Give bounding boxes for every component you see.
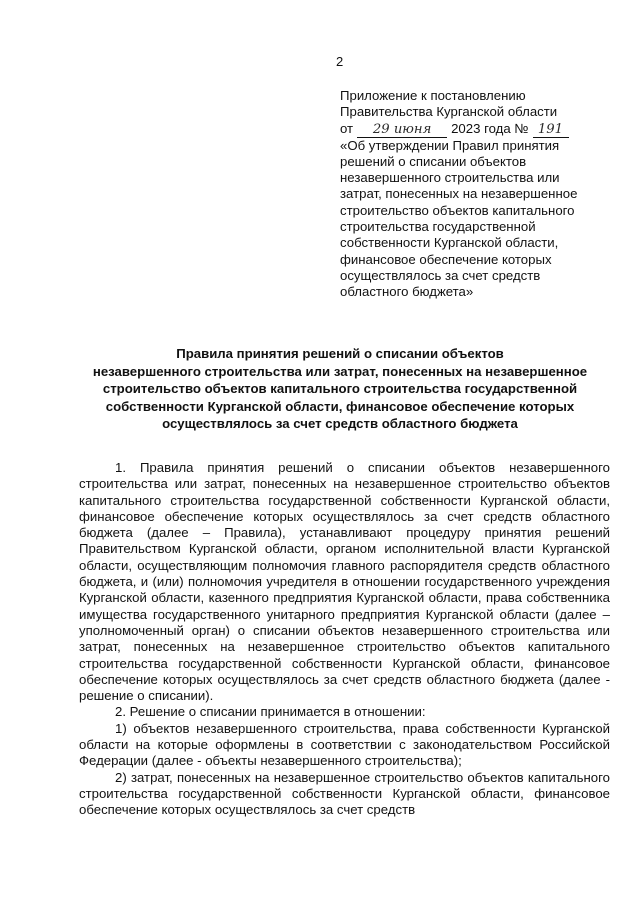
date-prefix: от xyxy=(340,120,354,136)
paragraph: 2) затрат, понесенных на незавершенное строительство объектов капитального строительства государственной собственности Курганской области, финансовое обеспечение которых осуществлялось за счет средств xyxy=(79,769,610,818)
appendix-line: строительство объектов капитального xyxy=(340,202,575,218)
appendix-line: финансовое обеспечение которых xyxy=(340,251,552,267)
appendix-line: затрат, понесенных на незавершенное xyxy=(340,186,578,202)
title-line: Правила принятия решений о списании объектов xyxy=(176,346,504,361)
page-number: 2 xyxy=(336,54,344,69)
appendix-block xyxy=(340,88,610,301)
appendix-line: «Об утверждении Правил принятия xyxy=(340,137,560,153)
document-title xyxy=(70,345,610,433)
title-line: незавершенного строительства или затрат, понесенных на незавершенное xyxy=(92,363,588,379)
appendix-line: строительства государственной xyxy=(340,219,536,235)
document-body xyxy=(79,460,610,819)
appendix-line: собственности Курганской области, xyxy=(340,235,559,251)
appendix-line: решений о списании объектов xyxy=(340,153,527,169)
year-text: 2023 года № xyxy=(451,120,529,136)
appendix-line: Приложение к постановлению xyxy=(340,88,526,103)
appendix-line: осуществлялось за счет средств xyxy=(340,267,541,283)
paragraph: 1) объектов незавершенного строительства, права собственности Курганской области на которые оформлены в соответствии с законодательством Российской Федерации (далее - объекты незавершенного строительства); xyxy=(79,720,610,769)
appendix-line: незавершенного строительства или xyxy=(340,170,560,186)
paragraph: 2. Решение о списании принимается в отношении: xyxy=(115,704,426,720)
title-line: осуществлялось за счет средств областного бюджета xyxy=(162,416,518,431)
appendix-line: областного бюджета» xyxy=(340,284,474,300)
handwritten-number: 191 xyxy=(533,123,569,138)
appendix-line: Правительства Курганской области xyxy=(340,104,558,120)
paragraph: 1. Правила принятия решений о списании объектов незавершенного строительства или затрат, понесенных на незавершенное строительство объектов капитального строительства государственной собственности Курганской области, финансовое обеспечение которых осуществлялось за счет средств областного бюджета (далее – Правила), устанавливают процедуру принятия решений Правительством Курганской области, органом исполнительной власти Курганской области, осуществляющим полномочия главного распорядителя средств областного бюджета, и (или) полномочия учредителя в отношении государственного учреждения Курганской области, казенного предприятия Курганской области, права собственника имущества государственного унитарного предприятия Курганской области (далее – уполномоченный орган) о списании объектов незавершенного строительства или затрат, понесенных на незавершенное строительство объектов капитального строительства государственной собственности Курганской области, финансовое обеспечение которых осуществлялось за счет средств областного бюджета (далее - решение о списании). xyxy=(79,460,610,704)
appendix-date-line xyxy=(340,121,610,138)
handwritten-date: 29 июня xyxy=(357,123,447,138)
title-line: собственности Курганской области, финансовое обеспечение которых xyxy=(105,398,575,414)
title-line: строительство объектов капитального строительства государственной xyxy=(102,381,578,396)
